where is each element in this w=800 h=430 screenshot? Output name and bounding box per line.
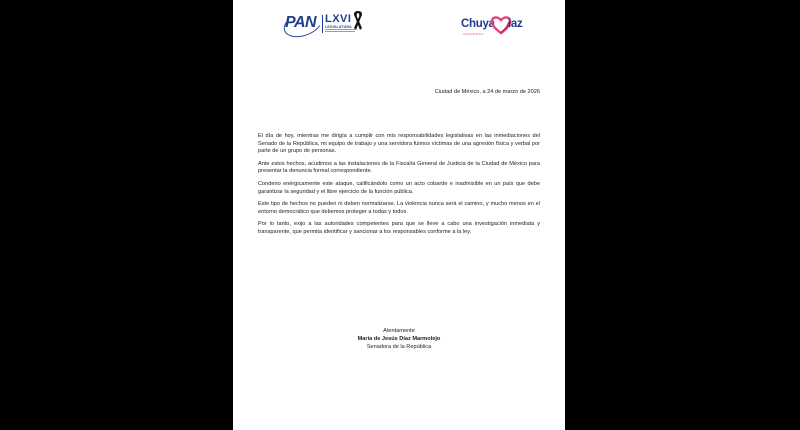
pan-logo-text: PAN — [285, 14, 317, 31]
letter-body — [258, 133, 540, 242]
letter-page — [233, 0, 565, 430]
paragraph-4: Este tipo de hechos no pueden ni deben normalizarse. La violencia nunca será el camino, y mucho menos en el entorno democrático que debemos proteger a todas y todos. — [258, 201, 540, 215]
chuya-logo-text: Chuya — [461, 18, 495, 30]
signature-block — [233, 327, 565, 351]
mourning-ribbon-icon — [351, 10, 365, 32]
logo-divider — [322, 15, 323, 33]
letter-date: Ciudad de México, a 24 de marzo de 2026 — [434, 89, 540, 95]
paragraph-5: Por lo tanto, exijo a las autoridades competentes para que se lleve a cabo una investigación inmediata y transparente, que permita identificar y sancionar a los responsables conforme a la ley. — [258, 221, 540, 235]
closing-text: Atentamente — [383, 328, 415, 334]
signer-title: Senadora de la República — [366, 344, 432, 350]
paragraph-1: El día de hoy, mientras me dirigía a cumplir con mis responsabilidades legislativas en las inmediaciones del Senado de la República, mi equipo de trabajo y una servidora fuimos víctimas de una agresión física y verbal por parte de un grupo de personas. — [258, 133, 540, 155]
legislature-number: LXVI — [325, 13, 352, 25]
chuya-logo-subtitle: SENADORA — [463, 32, 484, 36]
paragraph-2: Ante estos hechos, acudimos a las instalaciones de la Fiscalía General de Justicia de la Ciudad de México para presentar la denuncia formal correspondiente. — [258, 160, 540, 175]
pan-lxvi-logo — [285, 12, 367, 38]
signer-name: María de Jesús Díaz Marmolejo — [357, 336, 441, 342]
legislature-label: LEGISLATURA — [325, 25, 352, 29]
chuya-diaz-logo — [461, 15, 527, 37]
paragraph-3: Condeno enérgicamente este ataque, calificándolo como un acto cobarde e inadmisible en un país que debe garantizar la seguridad y el libre ejercicio de la función pública. — [258, 180, 540, 195]
diaz-logo-text: iaz — [508, 18, 523, 30]
